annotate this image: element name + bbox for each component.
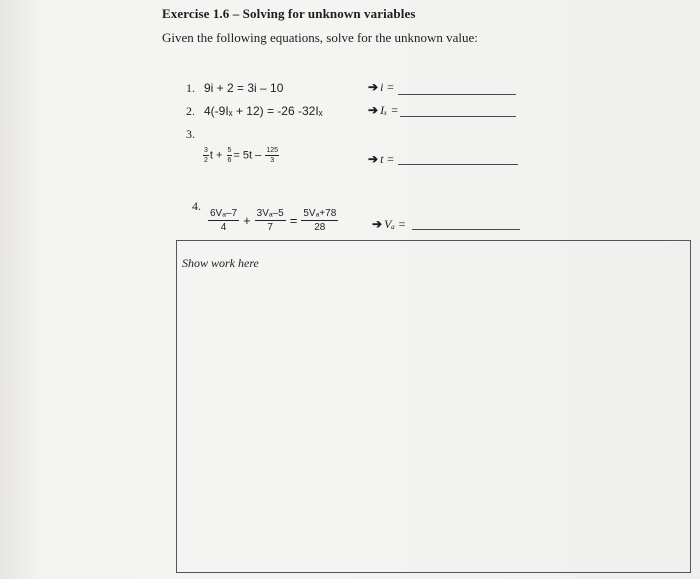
arrow-right-icon: ➔ [368, 152, 379, 166]
problem-3-answer-label: ➔ t = [368, 152, 395, 166]
fraction: $\frac{3}{2}$ [204, 147, 208, 164]
problem-1-equation: 9i + 2 = 3i – 10 [204, 81, 284, 95]
problem-4-equation: $\frac{\text{6Vₐ–7}}{4}$ + $\frac{\text{3Vₐ–5}}{7}$ = $\frac{\text{5Vₐ+78}}{28}$ [210, 208, 337, 233]
fraction: $\frac{\text{3Vₐ–5}}{7}$ [256, 208, 284, 233]
exercise-title: Exercise 1.6 – Solving for unknown variables [162, 6, 416, 21]
arrow-right-icon: ➔ [372, 217, 383, 231]
problem-1-answer-label: ➔ i = [368, 80, 395, 94]
problem-2-number: 2. [186, 104, 195, 118]
problem-1-answer-blank[interactable] [398, 94, 516, 95]
fraction: $\frac{125}{3}$ [266, 147, 278, 164]
problem-2-answer-blank[interactable] [400, 116, 516, 117]
fraction: $\frac{\text{5Vₐ+78}}{28}$ [303, 208, 337, 233]
problem-1-number: 1. [186, 81, 195, 95]
problem-3-equation: $\frac{3}{2}$ t + $\frac{5}{6}$ = 5t – $\frac{125}{3}$ [204, 147, 278, 164]
problem-4-number: 4. [192, 199, 201, 213]
instructions-text: Given the following equations, solve for the unknown value: [162, 30, 478, 45]
work-area-label: Show work here [182, 256, 259, 270]
problem-2-answer-label: ➔ Iₓ = [368, 103, 399, 117]
problem-4-answer-label: ➔ Vₐ = [372, 217, 406, 231]
arrow-right-icon: ➔ [368, 103, 379, 117]
arrow-right-icon: ➔ [368, 80, 379, 94]
fraction: $\frac{5}{6}$ [227, 147, 232, 164]
problem-3-number: 3. [186, 127, 195, 141]
problem-4-answer-blank[interactable] [412, 229, 520, 230]
problem-2-equation: 4(-9Iₓ + 12) = -26 -32Iₓ [204, 104, 323, 118]
problem-3-answer-blank[interactable] [398, 164, 518, 165]
work-area-box[interactable] [176, 240, 691, 573]
fraction: $\frac{\text{6Vₐ–7}}{4}$ [210, 208, 238, 233]
